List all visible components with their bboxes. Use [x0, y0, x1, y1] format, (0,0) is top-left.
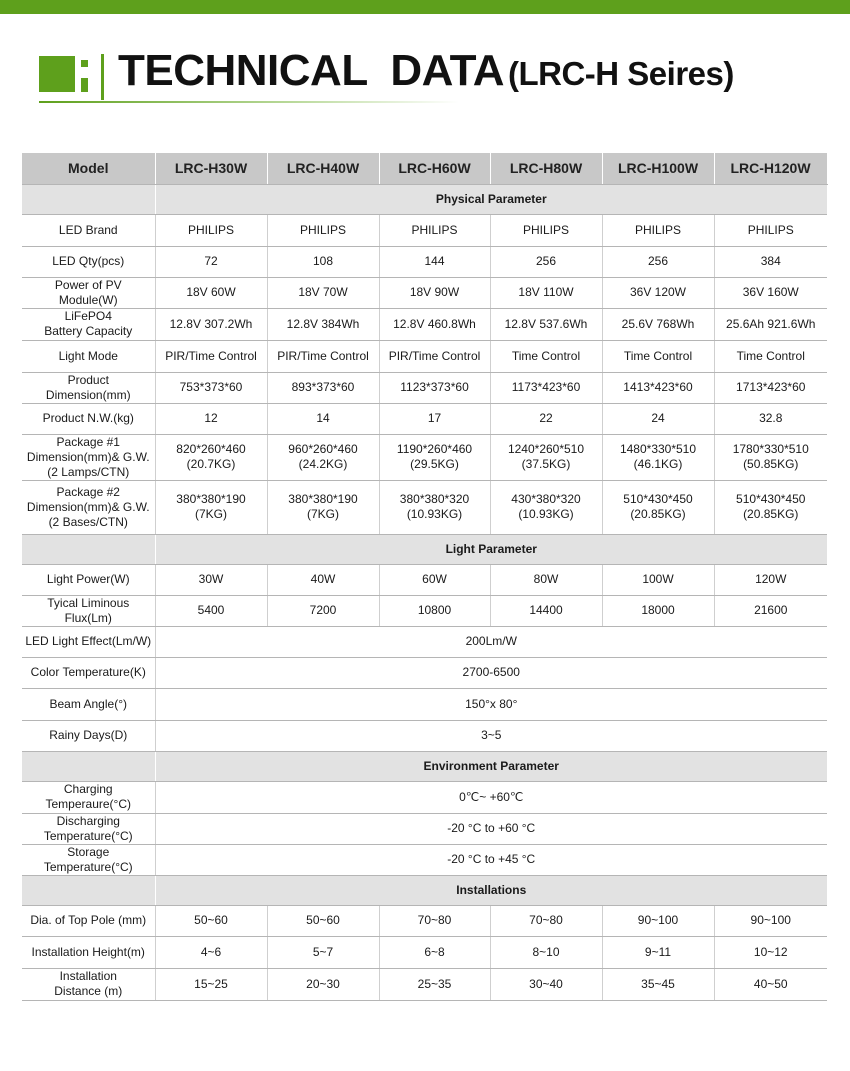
header-lrc-h80w: LRC-H80W [490, 153, 602, 184]
row-value-lrc-h30w: 30W [155, 564, 267, 595]
cell-line: Temperature(°C) [43, 859, 133, 874]
table-row [22, 720, 827, 751]
table-header-row [22, 153, 827, 184]
table-row [22, 813, 827, 844]
row-value-lrc-h60w: PHILIPS [379, 214, 490, 246]
table-row [22, 277, 827, 308]
row-value-lrc-h60w: 6~8 [379, 936, 490, 968]
cell-line: (10.93KG) [406, 507, 463, 521]
row-value-lrc-h100w: 9~11 [602, 936, 714, 968]
row-label: Dia. of Top Pole (mm) [22, 905, 155, 936]
row-value-lrc-h80w: 14400 [490, 595, 602, 626]
row-label [22, 434, 155, 480]
row-value-lrc-h30w: PIR/Time Control [155, 340, 267, 372]
row-value-lrc-h60w: PIR/Time Control [379, 340, 490, 372]
row-value-lrc-h120w: 120W [714, 564, 827, 595]
cell-line: (2 Bases/CTN) [48, 514, 128, 529]
cell-line: 1780*330*510 [732, 442, 809, 456]
row-value-lrc-h100w: 25.6V 768Wh [602, 308, 714, 340]
brand-logo-icon [39, 56, 107, 100]
row-value-lrc-h40w: 50~60 [267, 905, 379, 936]
cell-line: 380*380*320 [399, 492, 470, 506]
row-value-all-models: 150°x 80° [155, 688, 827, 720]
row-value-lrc-h100w: 256 [602, 246, 714, 277]
cell-line: Discharging [56, 813, 120, 828]
spec-table [22, 153, 828, 1001]
table-row [22, 308, 827, 340]
cell-line: 1480*330*510 [619, 442, 697, 456]
row-value-lrc-h40w: 40W [267, 564, 379, 595]
section-title: Light Parameter [155, 534, 827, 564]
cell-line: Storage [67, 844, 110, 859]
cell-line: (7KG) [306, 507, 339, 521]
row-value-lrc-h100w: 90~100 [602, 905, 714, 936]
row-value-lrc-h80w: 8~10 [490, 936, 602, 968]
table-row [22, 246, 827, 277]
cell-line: (46.1KG) [633, 457, 683, 471]
row-value-all-models: 2700-6500 [155, 657, 827, 688]
row-value-lrc-h40w: 5~7 [267, 936, 379, 968]
cell-line: Installation [59, 969, 117, 983]
row-value-all-models: 200Lm/W [155, 626, 827, 657]
row-value-lrc-h30w: 753*373*60 [155, 372, 267, 403]
row-value-all-models: 3~5 [155, 720, 827, 751]
row-label: LED Qty(pcs) [22, 246, 155, 277]
row-value-lrc-h60w: 17 [379, 403, 490, 434]
row-value-lrc-h80w: 1173*423*60 [490, 372, 602, 403]
cell-line: (20.7KG) [186, 457, 236, 471]
row-label: Power of PV Module(W) [22, 277, 155, 308]
row-value-lrc-h120w: 90~100 [714, 905, 827, 936]
row-value-lrc-h30w: 50~60 [155, 905, 267, 936]
cell-line: (20.85KG) [743, 507, 799, 521]
table-row [22, 340, 827, 372]
cell-line: (50.85KG) [743, 457, 799, 471]
row-label: Rainy Days(D) [22, 720, 155, 751]
cell-line: (37.5KG) [521, 457, 571, 471]
row-value-lrc-h120w: 25.6Ah 921.6Wh [714, 308, 827, 340]
row-value-lrc-h120w: Time Control [714, 340, 827, 372]
row-value-lrc-h60w [379, 480, 490, 534]
row-value-lrc-h30w: 5400 [155, 595, 267, 626]
row-value-lrc-h100w: 100W [602, 564, 714, 595]
cell-line: Dimension(mm)& G.W. [26, 449, 150, 464]
row-label: Light Mode [22, 340, 155, 372]
row-value-lrc-h30w: PHILIPS [155, 214, 267, 246]
row-value-lrc-h40w: 7200 [267, 595, 379, 626]
row-value-lrc-h30w: 72 [155, 246, 267, 277]
row-value-lrc-h60w [379, 434, 490, 480]
row-value-lrc-h80w: Time Control [490, 340, 602, 372]
title-underline [39, 101, 459, 103]
row-value-lrc-h40w: 14 [267, 403, 379, 434]
row-value-lrc-h80w [490, 480, 602, 534]
row-value-lrc-h120w [714, 480, 827, 534]
section-row-environment-parameter [22, 751, 827, 781]
header-lrc-h40w: LRC-H40W [267, 153, 379, 184]
cell-line: 960*260*460 [288, 442, 358, 456]
row-value-lrc-h60w: 12.8V 460.8Wh [379, 308, 490, 340]
row-value-lrc-h120w: 10~12 [714, 936, 827, 968]
row-label [22, 813, 155, 844]
section-title: Installations [155, 875, 827, 905]
row-value-lrc-h100w [602, 434, 714, 480]
table-row [22, 564, 827, 595]
table-row [22, 434, 827, 480]
cell-line: Dimension(mm)& G.W. [26, 499, 150, 514]
table-row [22, 688, 827, 720]
row-value-lrc-h100w: 24 [602, 403, 714, 434]
table-row [22, 905, 827, 936]
title-main: TECHNICAL DATA [118, 46, 505, 95]
row-label: LED Light Effect(Lm/W) [22, 626, 155, 657]
row-value-lrc-h100w: 18000 [602, 595, 714, 626]
cell-line: Battery Capacity [44, 324, 133, 338]
row-value-lrc-h100w: 35~45 [602, 968, 714, 1000]
section-title: Physical Parameter [155, 184, 827, 214]
section-title: Environment Parameter [155, 751, 827, 781]
row-value-lrc-h40w: PHILIPS [267, 214, 379, 246]
row-value-lrc-h40w: 893*373*60 [267, 372, 379, 403]
row-value-lrc-h80w: 12.8V 537.6Wh [490, 308, 602, 340]
row-label [22, 781, 155, 813]
section-row-installations [22, 875, 827, 905]
cell-line: 380*380*190 [176, 492, 246, 506]
table-row [22, 595, 827, 626]
row-label [22, 595, 155, 626]
cell-line: Package #1 [56, 434, 120, 449]
cell-line: 1190*260*460 [396, 442, 473, 456]
section-blank-cell [22, 875, 155, 905]
cell-line: LiFePO4 [64, 309, 112, 323]
table-row [22, 968, 827, 1000]
header-lrc-h100w: LRC-H100W [602, 153, 714, 184]
row-value-lrc-h40w: 20~30 [267, 968, 379, 1000]
table-row [22, 657, 827, 688]
cell-line: (20.85KG) [630, 507, 686, 521]
cell-line: 510*430*450 [736, 492, 806, 506]
row-value-lrc-h30w [155, 480, 267, 534]
row-label: Beam Angle(°) [22, 688, 155, 720]
row-label: Product N.W.(kg) [22, 403, 155, 434]
row-label: Color Temperature(K) [22, 657, 155, 688]
section-blank-cell [22, 534, 155, 564]
row-label [22, 968, 155, 1000]
section-row-light-parameter [22, 534, 827, 564]
row-value-lrc-h60w: 70~80 [379, 905, 490, 936]
row-value-lrc-h60w: 1123*373*60 [379, 372, 490, 403]
table-row [22, 403, 827, 434]
row-value-lrc-h120w: 1713*423*60 [714, 372, 827, 403]
table-row [22, 936, 827, 968]
row-value-lrc-h120w: 21600 [714, 595, 827, 626]
row-value-lrc-h60w: 60W [379, 564, 490, 595]
row-value-lrc-h120w [714, 434, 827, 480]
cell-line: 1240*260*510 [507, 442, 585, 456]
title-series: (LRC-H Seires) [507, 55, 734, 92]
cell-line: Package #2 [56, 484, 120, 499]
header-lrc-h30w: LRC-H30W [155, 153, 267, 184]
row-value-lrc-h100w: PHILIPS [602, 214, 714, 246]
row-label [22, 480, 155, 534]
table-row [22, 626, 827, 657]
row-value-lrc-h120w: 36V 160W [714, 277, 827, 308]
row-value-lrc-h60w: 10800 [379, 595, 490, 626]
row-value-lrc-h30w: 12 [155, 403, 267, 434]
cell-line: Flux(Lm) [64, 610, 112, 625]
row-value-lrc-h80w: 18V 110W [490, 277, 602, 308]
row-value-lrc-h60w: 18V 90W [379, 277, 490, 308]
row-value-lrc-h30w: 4~6 [155, 936, 267, 968]
cell-line: (24.2KG) [298, 457, 348, 471]
row-value-lrc-h40w: PIR/Time Control [267, 340, 379, 372]
row-value-lrc-h100w: 1413*423*60 [602, 372, 714, 403]
header-model: Model [22, 153, 155, 184]
row-value-lrc-h80w: 256 [490, 246, 602, 277]
row-value-lrc-h30w [155, 434, 267, 480]
cell-line: 820*260*460 [176, 442, 246, 456]
row-value-lrc-h120w: 32.8 [714, 403, 827, 434]
row-value-lrc-h30w: 12.8V 307.2Wh [155, 308, 267, 340]
row-value-lrc-h30w: 15~25 [155, 968, 267, 1000]
row-value-lrc-h80w: 22 [490, 403, 602, 434]
table-row [22, 214, 827, 246]
cell-line: Charging [63, 782, 113, 796]
cell-line: 430*380*320 [511, 492, 581, 506]
row-value-lrc-h60w: 144 [379, 246, 490, 277]
table-row [22, 844, 827, 875]
row-value-lrc-h120w: 384 [714, 246, 827, 277]
row-value-lrc-h40w: 12.8V 384Wh [267, 308, 379, 340]
row-label [22, 844, 155, 875]
row-label: LED Brand [22, 214, 155, 246]
row-value-lrc-h30w: 18V 60W [155, 277, 267, 308]
section-blank-cell [22, 184, 155, 214]
row-value-lrc-h40w [267, 434, 379, 480]
row-value-lrc-h60w: 25~35 [379, 968, 490, 1000]
page-title [118, 46, 734, 96]
row-value-lrc-h40w: 18V 70W [267, 277, 379, 308]
row-value-all-models: 0℃~ +60℃ [155, 781, 827, 813]
row-value-lrc-h100w: Time Control [602, 340, 714, 372]
cell-line: (7KG) [194, 507, 227, 521]
row-value-lrc-h80w: 30~40 [490, 968, 602, 1000]
row-value-lrc-h80w: 80W [490, 564, 602, 595]
row-label: Product Dimension(mm) [22, 372, 155, 403]
row-value-lrc-h100w [602, 480, 714, 534]
row-value-all-models: -20 °C to +45 °C [155, 844, 827, 875]
row-value-lrc-h80w: PHILIPS [490, 214, 602, 246]
cell-line: (29.5KG) [410, 457, 459, 471]
cell-line: 510*430*450 [623, 492, 693, 506]
row-value-lrc-h80w [490, 434, 602, 480]
row-value-lrc-h40w: 108 [267, 246, 379, 277]
row-value-lrc-h80w: 70~80 [490, 905, 602, 936]
header-lrc-h60w: LRC-H60W [379, 153, 490, 184]
table-row [22, 480, 827, 534]
row-value-lrc-h120w: PHILIPS [714, 214, 827, 246]
row-value-all-models: -20 °C to +60 °C [155, 813, 827, 844]
row-value-lrc-h120w: 40~50 [714, 968, 827, 1000]
table-row [22, 781, 827, 813]
cell-line: Temperaure(°C) [45, 797, 131, 811]
row-label [22, 308, 155, 340]
row-label: Installation Height(m) [22, 936, 155, 968]
section-blank-cell [22, 751, 155, 781]
cell-line: 380*380*190 [288, 492, 358, 506]
cell-line: Temperature(°C) [43, 828, 133, 843]
cell-line: (2 Lamps/CTN) [47, 464, 130, 479]
cell-line: Tyical Liminous [47, 595, 130, 610]
cell-line: Distance (m) [54, 984, 123, 998]
cell-line: (10.93KG) [518, 507, 574, 521]
header-lrc-h120w: LRC-H120W [714, 153, 827, 184]
row-value-lrc-h100w: 36V 120W [602, 277, 714, 308]
section-row-physical-parameter [22, 184, 827, 214]
top-accent-bar [0, 0, 850, 14]
row-label: Light Power(W) [22, 564, 155, 595]
row-value-lrc-h40w [267, 480, 379, 534]
table-row [22, 372, 827, 403]
